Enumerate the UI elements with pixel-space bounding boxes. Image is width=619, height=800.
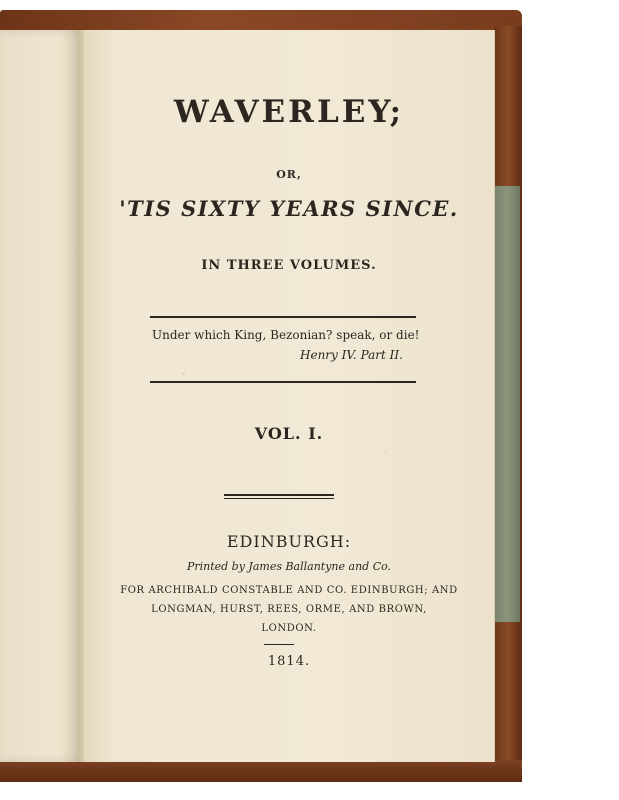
epigraph: Under which King, Bezonian? speak, or die! bbox=[152, 328, 420, 342]
binding-bottom-edge bbox=[0, 760, 522, 782]
volume-number: VOL. I. bbox=[254, 424, 324, 443]
year-rule bbox=[264, 644, 294, 645]
epigraph-source: Henry IV. Part II. bbox=[300, 348, 403, 362]
imprint-year: 1814. bbox=[267, 654, 311, 669]
left-page bbox=[0, 30, 82, 762]
volumes-note: IN THREE VOLUMES. bbox=[201, 258, 377, 273]
foxing-spot bbox=[384, 450, 386, 452]
book-subtitle: 'TIS SIXTY YEARS SINCE. bbox=[119, 196, 459, 221]
imprint-city: EDINBURGH: bbox=[226, 532, 352, 551]
title-page bbox=[84, 30, 494, 762]
book-title: WAVERLEY; bbox=[173, 94, 405, 130]
imprint-publisher-line-2: LONGMAN, HURST, REES, ORME, AND BROWN, bbox=[151, 604, 427, 615]
imprint-printer: Printed by James Ballantyne and Co. bbox=[186, 560, 392, 573]
ornamental-rule bbox=[224, 494, 334, 496]
foxing-spot bbox=[182, 372, 185, 375]
epigraph-rule-bottom bbox=[150, 381, 416, 383]
imprint-publisher-line-3: LONDON. bbox=[261, 623, 317, 634]
epigraph-rule-top bbox=[150, 316, 416, 318]
title-connector: OR, bbox=[276, 168, 302, 181]
ornamental-rule-thin bbox=[224, 498, 334, 499]
cloth-board-panel bbox=[494, 186, 520, 622]
imprint-publisher-line-1: FOR ARCHIBALD CONSTABLE AND CO. EDINBURGH; AND bbox=[120, 585, 458, 596]
